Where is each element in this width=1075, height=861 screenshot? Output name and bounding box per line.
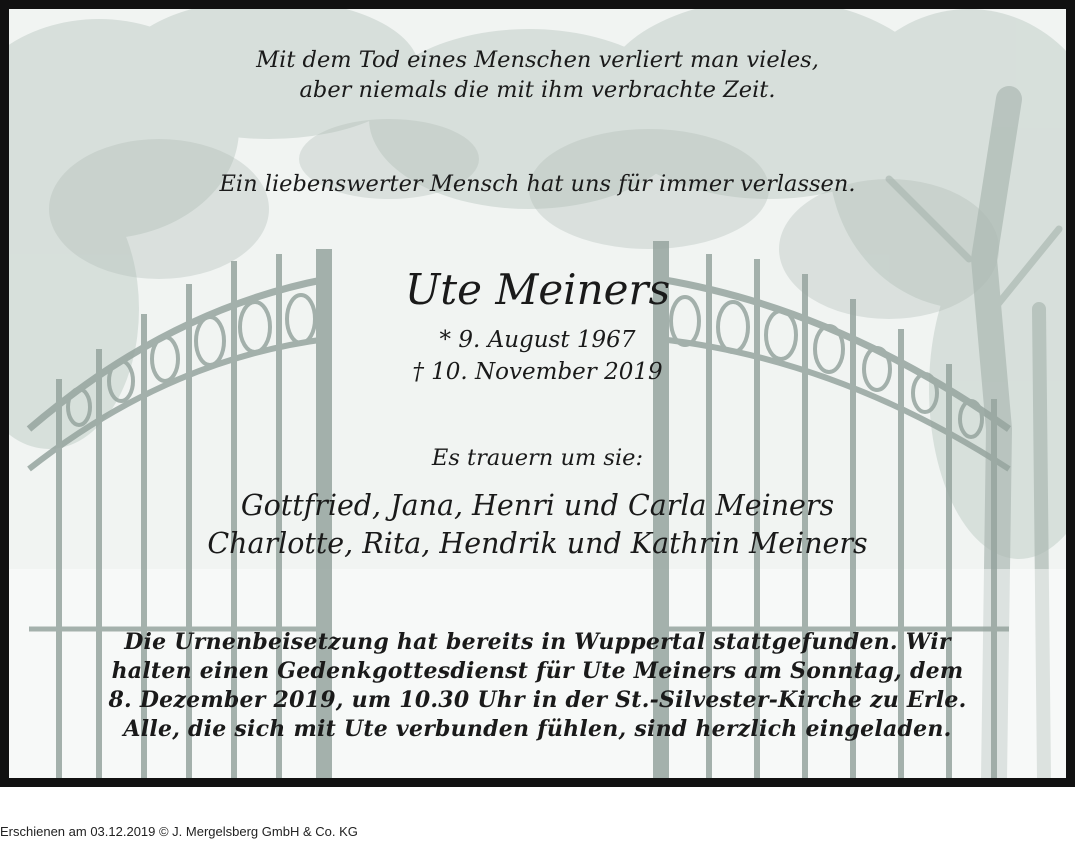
death-date: † 10. November 2019: [412, 359, 663, 385]
family-line-2: Charlotte, Rita, Hendrik und Kathrin Meiners: [207, 527, 868, 560]
info-line-3: 8. Dezember 2019, um 10.30 Uhr in der St.-Silvester-Kirche zu Erle.: [108, 687, 967, 713]
info-line-1: Die Urnenbeisetzung hat bereits in Wuppertal stattgefunden. Wir: [124, 629, 951, 655]
motto-line-2: aber niemals die mit ihm verbrachte Zeit.: [299, 77, 776, 103]
intro-text: Ein liebenswerter Mensch hat uns für immer verlassen.: [219, 171, 856, 197]
birth-date: * 9. August 1967: [439, 327, 636, 353]
publication-credit: Erschienen am 03.12.2019 © J. Mergelsberg GmbH & Co. KG: [0, 824, 358, 839]
info-line-4: Alle, die sich mit Ute verbunden fühlen, sind herzlich eingeladen.: [123, 716, 952, 742]
deceased-name: Ute Meiners: [404, 265, 671, 314]
mourners-intro: Es trauern um sie:: [431, 445, 644, 471]
motto-line-1: Mit dem Tod eines Menschen verliert man vieles,: [256, 47, 819, 73]
notice-text: [9, 9, 1066, 778]
info-line-2: halten einen Gedenkgottesdienst für Ute Meiners am Sonntag, dem: [111, 658, 964, 684]
family-line-1: Gottfried, Jana, Henri und Carla Meiners: [240, 489, 835, 522]
